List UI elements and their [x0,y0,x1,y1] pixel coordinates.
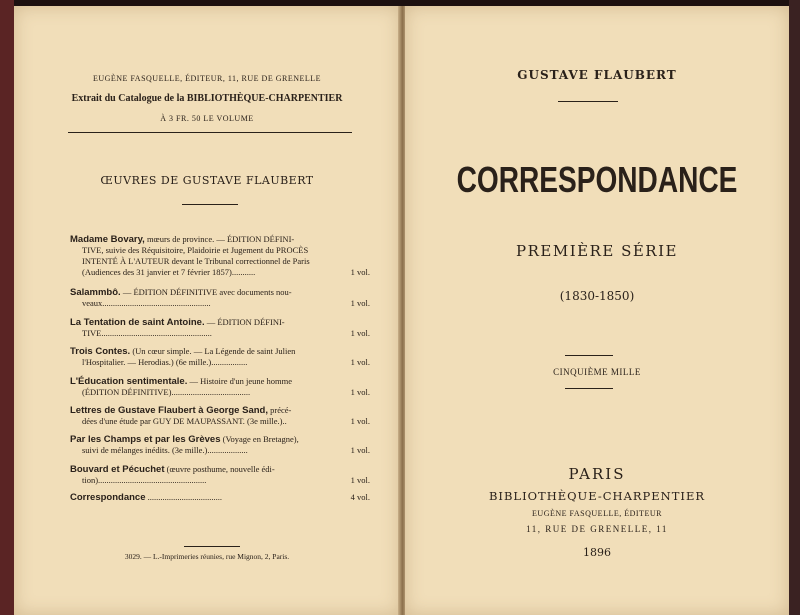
entry-title: Lettres de Gustave Flaubert à George Sand, [70,405,268,416]
entry-line: — ÉDITION DÉFINI- [206,317,285,327]
catalogue-entry [70,492,370,503]
entry-title: Correspondance [70,492,146,503]
entry-line: (Voyage en Bretagne), [222,434,299,444]
entry-line: — Histoire d'un jeune homme [189,376,293,386]
short-rule [565,355,613,356]
catalogue-entry [70,346,370,368]
entry-line: (ÉDITION DÉFINITIVE)..................................... [82,387,251,397]
author-name: GUSTAVE FLAUBERT [517,68,677,82]
entry-title: Bouvard et Pécuchet [70,464,165,475]
printer-line: 3029. — L.-Imprimeries réunies, rue Mignon, 2, Paris. [124,552,290,561]
year: 1896 [583,546,611,559]
entry-title: Salammbô. [70,287,121,298]
entry-title: Par les Champs et par les Grèves [70,434,221,445]
right-page [405,6,789,615]
left-book-edge [0,0,14,615]
edition-line: CINQUIÈME MILLE [553,367,641,377]
price-line: À 3 FR. 50 LE VOLUME [160,114,254,123]
entry-volume: 1 vol. [350,416,370,426]
entry-volume: 1 vol. [350,267,370,277]
date-range: (1830-1850) [559,289,635,303]
entry-line: suivi de mélanges inédits. (3e mille.)................... [82,445,248,455]
entry-volume: 1 vol. [350,298,370,308]
series-title: PREMIÈRE SÉRIE [516,242,678,260]
right-book-edge [789,0,800,615]
catalogue-entry [70,317,370,339]
address-line: 11, RUE DE GRENELLE, 11 [526,524,668,534]
catalogue-entry [70,464,370,486]
entry-title: La Tentation de saint Antoine. [70,317,205,328]
entry-line: tion)................................................... [82,475,207,485]
publisher-line: EUGÈNE FASQUELLE, ÉDITEUR, 11, RUE DE GRENELLE [92,74,322,83]
short-rule [565,388,613,389]
entry-line: l'Hospitalier. — Herodias.) (6e mille.)................. [82,357,248,367]
entry-line: — ÉDITION DÉFINITIVE avec documents nou- [122,287,292,297]
catalogue-entry [70,434,370,456]
book-title: CORRESPONDANCE [456,159,738,200]
short-rule [184,546,240,547]
entry-line: veaux................................................... [82,298,211,308]
entry-volume: 1 vol. [350,475,370,485]
catalogue-entry [70,376,370,398]
entry-title: L'Éducation sentimentale. [70,376,188,387]
catalogue-entry [70,405,370,427]
entry-line: TIVE, suivie des Réquisitoire, Plaidoirie et Jugement du PROCÈS [82,245,309,255]
short-rule [558,101,618,102]
city: PARIS [568,465,626,483]
entry-line: mœurs de province. — ÉDITION DÉFINI- [146,234,295,244]
entry-volume: 1 vol. [350,387,370,397]
publisher-name: BIBLIOTHÈQUE-CHARPENTIER [488,489,705,503]
entry-volume: 1 vol. [350,445,370,455]
divider [68,132,352,133]
entry-volume: 1 vol. [350,328,370,338]
works-heading: ŒUVRES DE GUSTAVE FLAUBERT [100,174,314,187]
catalogue-entry [70,234,370,278]
entry-line: précé- [270,405,292,415]
entry-line: dées d'une étude par GUY DE MAUPASSANT. (3e mille.).. [82,416,287,426]
entry-volume: 4 vol. [350,492,370,502]
editor-line: EUGÈNE FASQUELLE, ÉDITEUR [532,509,662,518]
entry-volume: 1 vol. [350,357,370,367]
entry-line: ................................... [147,492,222,502]
catalogue-title: Extrait du Catalogue de la BIBLIOTHÈQUE-CHARPENTIER [71,93,343,104]
short-rule [182,204,238,205]
left-page [14,6,400,615]
entry-line: (Un cœur simple. — La Légende de saint Julien [132,346,296,356]
entry-line: TIVE.................................................... [82,328,212,338]
entry-title: Trois Contes. [70,346,131,357]
catalogue-entry [70,287,370,309]
entry-line: (Audiences des 31 janvier et 7 février 1857)........... [82,267,256,277]
entry-line: (œuvre posthume, nouvelle édi- [166,464,275,474]
entry-title: Madame Bovary, [70,234,145,245]
entry-line: INTENTÉ À L'AUTEUR devant le Tribunal correctionnel de Paris [82,256,310,266]
